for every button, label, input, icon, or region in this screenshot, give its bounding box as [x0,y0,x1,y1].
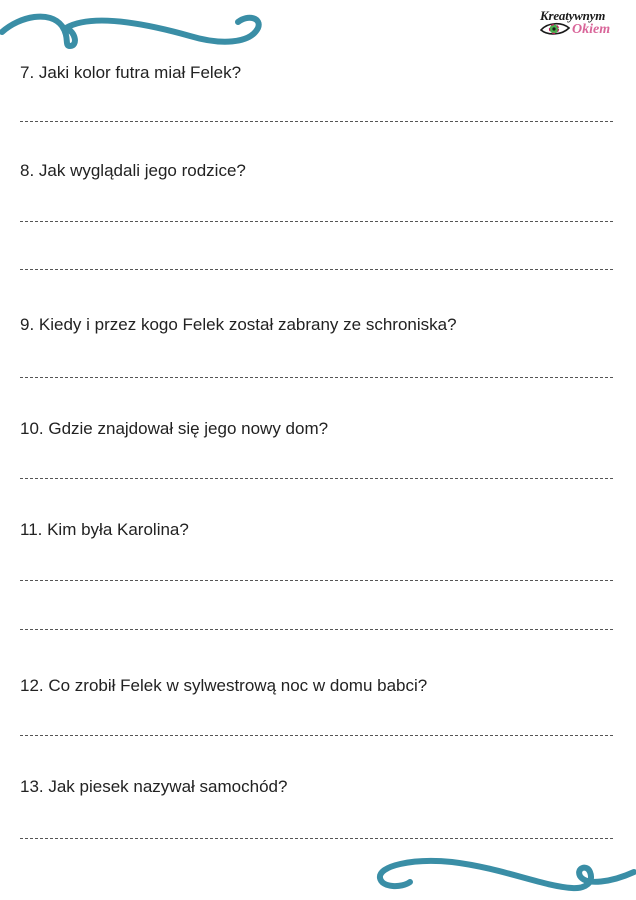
question-9: 9. Kiedy i przez kogo Felek został zabrany ze schroniska? [20,315,457,334]
eye-icon [540,22,570,36]
answer-line-8a[interactable] [20,221,613,222]
logo-text-line2: Okiem [572,22,611,37]
question-10: 10. Gdzie znajdował się jego nowy dom? [20,419,329,438]
question-12: 12. Co zrobił Felek w sylwestrową noc w domu babci? [20,676,428,695]
bottom-flourish-decoration [372,852,636,898]
top-flourish-decoration [0,4,270,54]
answer-line-9[interactable] [20,377,613,378]
answer-line-11a[interactable] [20,580,613,581]
question-11: 11. Kim była Karolina? [20,520,189,539]
answer-line-10[interactable] [20,478,613,479]
answer-line-7[interactable] [20,121,613,122]
answer-line-8b[interactable] [20,269,613,270]
answer-line-12[interactable] [20,735,613,736]
logo-text-line1: Kreatywnym [540,8,606,23]
question-13: 13. Jak piesek nazywał samochód? [20,777,288,796]
answer-line-13[interactable] [20,838,613,839]
question-8: 8. Jak wyglądali jego rodzice? [20,161,246,180]
question-7: 7. Jaki kolor futra miał Felek? [20,63,242,82]
answer-line-11b[interactable] [20,629,613,630]
brand-logo [538,8,622,40]
